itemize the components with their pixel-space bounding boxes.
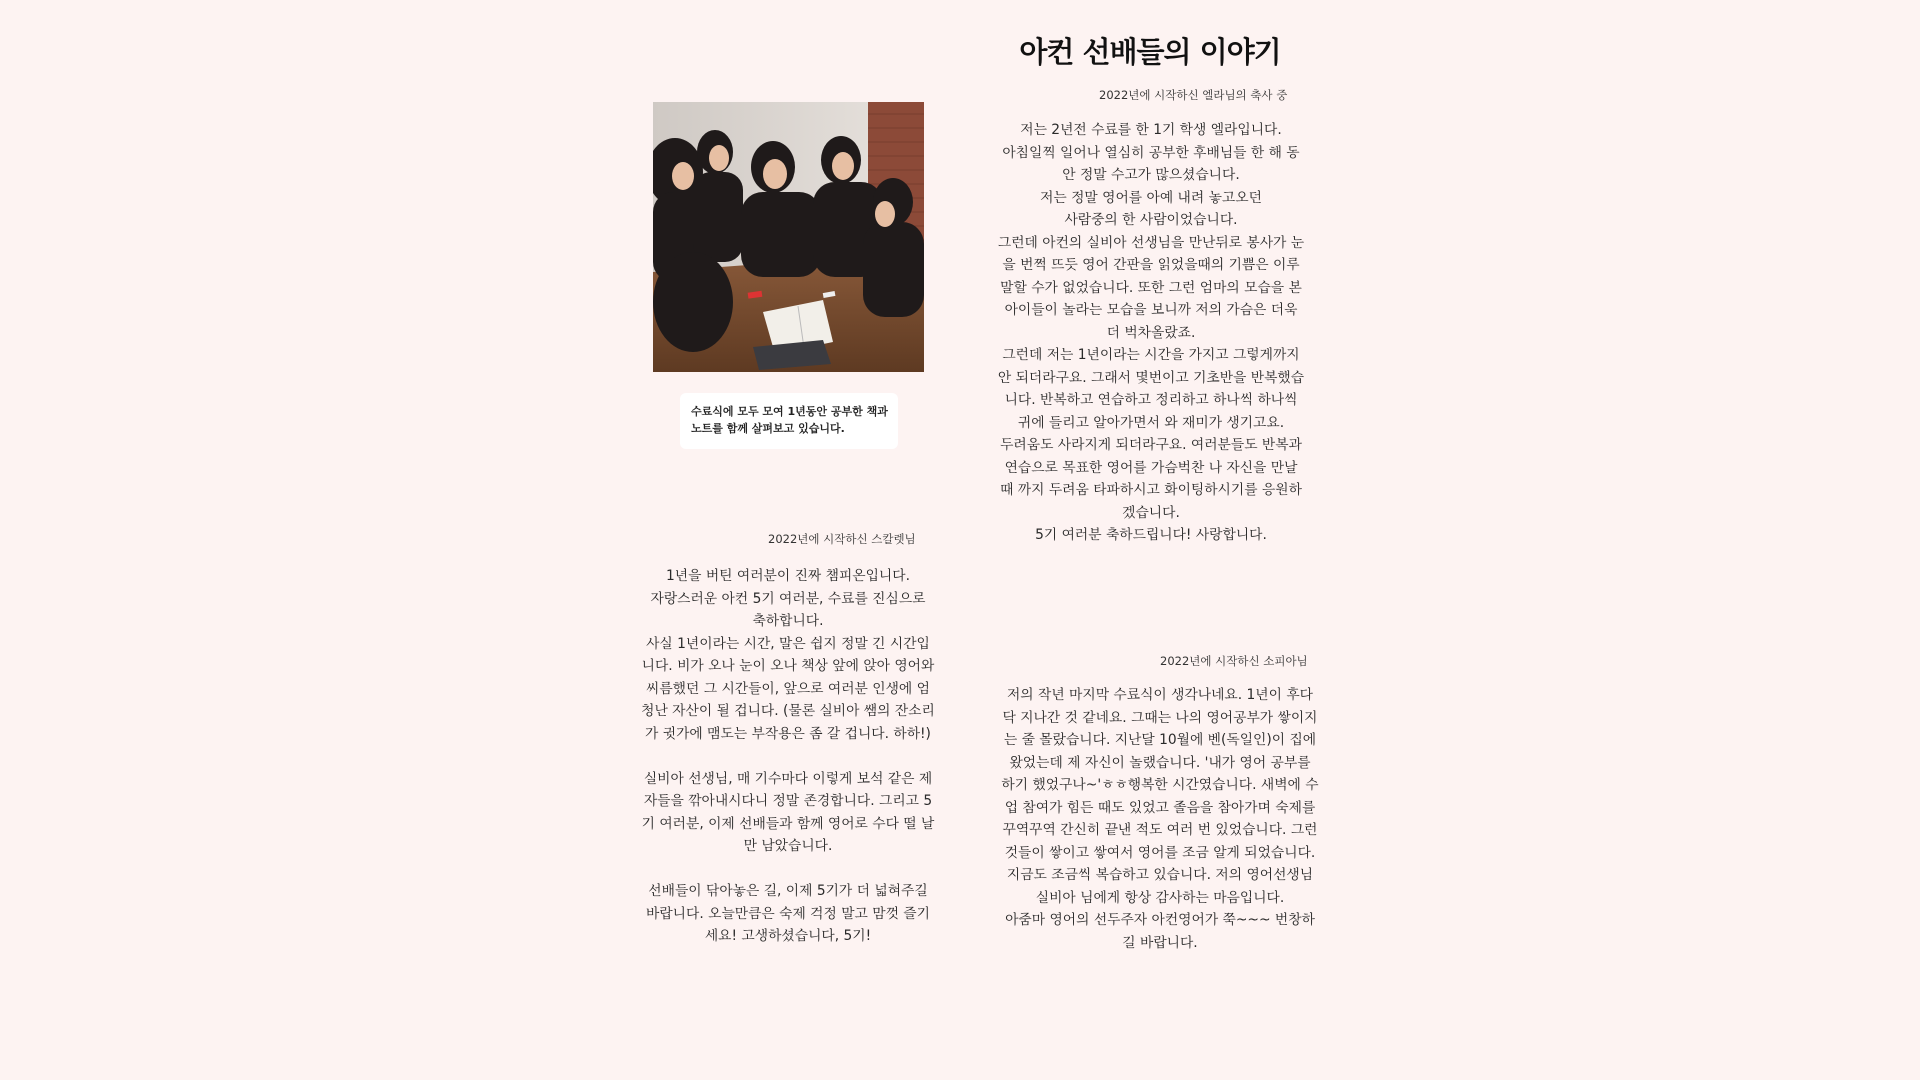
text-line: 을 번쩍 뜨듯 영어 간판을 읽었을때의 기쁨은 이루: [1002, 257, 1300, 273]
graduation-photo-illustration: [653, 102, 924, 372]
text-line: 지금도 조금씩 복습하고 있습니다. 저의 영어선생님: [1006, 867, 1314, 883]
testimonial-sophia-caption: 2022년에 시작하신 소피아님: [1160, 654, 1308, 668]
text-line: 것들이 쌓이고 쌓여서 영어를 조금 알게 되었습니다.: [1004, 844, 1316, 861]
text-line: 말할 수가 없었습니다. 또한 그런 엄마의 모습을 본: [1000, 279, 1302, 296]
text-line: 더 벅차올랐죠.: [1106, 324, 1196, 341]
photo-caption-line: 노트를 함께 살펴보고 있습니다.: [691, 422, 845, 435]
photo-caption-line: 수료식에 모두 모여 1년동안 공부한 책과: [691, 405, 888, 418]
text-line: 귀에 들리고 알아가면서 와 재미가 생기고요.: [1017, 414, 1285, 431]
text-line: 그런데 저는 1년이라는 시간을 가지고 그렇게까지: [1002, 347, 1300, 363]
text-line: 선배들이 닦아놓은 길, 이제 5기가 더 넓혀주길: [648, 883, 928, 899]
text-line: 아이들이 놀라는 모습을 보니까 저의 가슴은 더욱: [1004, 302, 1298, 318]
text-line: 1년을 버틴 여러분이 진짜 챔피온입니다.: [666, 568, 910, 584]
text-line: 바랍니다. 오늘만큼은 숙제 걱정 말고 맘껏 즐기: [646, 905, 930, 922]
photo-caption: [680, 393, 898, 449]
text-line: 겠습니다.: [1122, 504, 1180, 521]
text-line: 는 줄 몰랐습니다. 지난달 10월에 벤(독일인)이 집에: [1003, 732, 1317, 748]
text-line: 저의 작년 마지막 수료식이 생각나네요. 1년이 후다: [1006, 687, 1314, 703]
text-line: 만 남았습니다.: [743, 838, 833, 854]
text-line: 실비아 선생님, 매 기수마다 이렇게 보석 같은 제: [643, 770, 933, 787]
testimonial-ella-caption: 2022년에 시작하신 엘라님의 축사 중: [1099, 88, 1288, 102]
text-line: 씨름했던 그 시간들이, 앞으로 여러분 인생에 엄: [646, 680, 930, 697]
text-line: 왔었는데 제 자신이 놀랬습니다. '내가 영어 공부를: [1009, 754, 1311, 771]
text-line: 닥 지나간 것 같네요. 그때는 나의 영어공부가 쌓이지: [1002, 709, 1318, 726]
text-line: 연습으로 목표한 영어를 가슴벅찬 나 자신을 만날: [1004, 459, 1298, 476]
text-line: 자랑스러운 아컨 5기 여러분, 수료를 진심으로: [650, 590, 926, 607]
text-line: 안 정말 수고가 많으셨습니다.: [1062, 167, 1240, 183]
text-line: 사실 1년이라는 시간, 말은 쉽지 정말 긴 시간입: [646, 635, 930, 652]
text-line: 사람중의 한 사람이었습니다.: [1064, 212, 1238, 228]
text-line: 하기 했었구나~'ㅎㅎ행복한 시간였습니다. 새벽에 수: [1001, 777, 1319, 793]
text-line: 실비아 님에게 항상 감사하는 마음입니다.: [1035, 889, 1285, 906]
text-line: 5기 여러분 축하드립니다! 사랑합니다.: [1035, 527, 1267, 543]
text-line: 업 참여가 힘든 때도 있었고 졸음을 참아가며 숙제를: [1004, 799, 1316, 816]
text-line: 가 귓가에 맴도는 부작용은 좀 갈 겁니다. 하하!): [645, 725, 931, 742]
testimonial-scarlet-text: [618, 565, 958, 948]
testimonial-ella-text: [986, 119, 1316, 547]
graduation-photo: [653, 102, 924, 372]
testimonial-sophia-text: [990, 684, 1330, 954]
text-line: 길 바랍니다.: [1122, 934, 1198, 951]
text-line: 자들을 깎아내시다니 정말 존경합니다. 그리고 5: [643, 793, 933, 809]
text-line: 축하합니다.: [752, 613, 824, 629]
text-line: 안 되더라구요. 그래서 몇번이고 기초반을 반복했습: [997, 369, 1305, 386]
testimonial-scarlet-caption: 2022년에 시작하신 스칼렛님: [768, 532, 916, 546]
text-line: 아줌마 영어의 선두주자 아컨영어가 쭉~~~ 번창하: [1005, 912, 1315, 928]
text-line: 니다. 비가 오나 눈이 오나 책상 앞에 앉아 영어와: [641, 658, 935, 674]
text-line: 청난 자산이 될 겁니다. (물론 실비아 쌤의 잔소리: [641, 703, 935, 719]
text-line: 저는 2년전 수료를 한 1기 학생 엘라입니다.: [1020, 122, 1282, 138]
paragraph-break: [618, 745, 958, 768]
page-title: 아컨 선배들의 이야기: [1019, 35, 1281, 69]
text-line: 세요! 고생하셨습니다, 5기!: [704, 928, 872, 944]
text-line: 기 여러분, 이제 선배들과 함께 영어로 수다 떨 날: [641, 815, 935, 832]
text-line: 두려움도 사라지게 되더라구요. 여러분들도 반복과: [1000, 437, 1302, 453]
text-line: 저는 정말 영어를 아예 내려 놓고오던: [1040, 189, 1262, 206]
paragraph-break: [618, 858, 958, 881]
text-line: 니다. 반복하고 연습하고 정리하고 하나씩 하나씩: [1004, 392, 1298, 408]
text-line: 때 까지 두려움 타파하시고 화이팅하시기를 응원하: [1000, 482, 1302, 498]
text-line: 그런데 아컨의 실비아 선생님을 만난뒤로 봉사가 눈: [997, 234, 1305, 251]
text-line: 아침일찍 일어나 열심히 공부한 후배님들 한 해 동: [1002, 144, 1300, 161]
text-line: 꾸역꾸역 간신히 끝낸 적도 여러 번 있었습니다. 그런: [1002, 822, 1318, 838]
